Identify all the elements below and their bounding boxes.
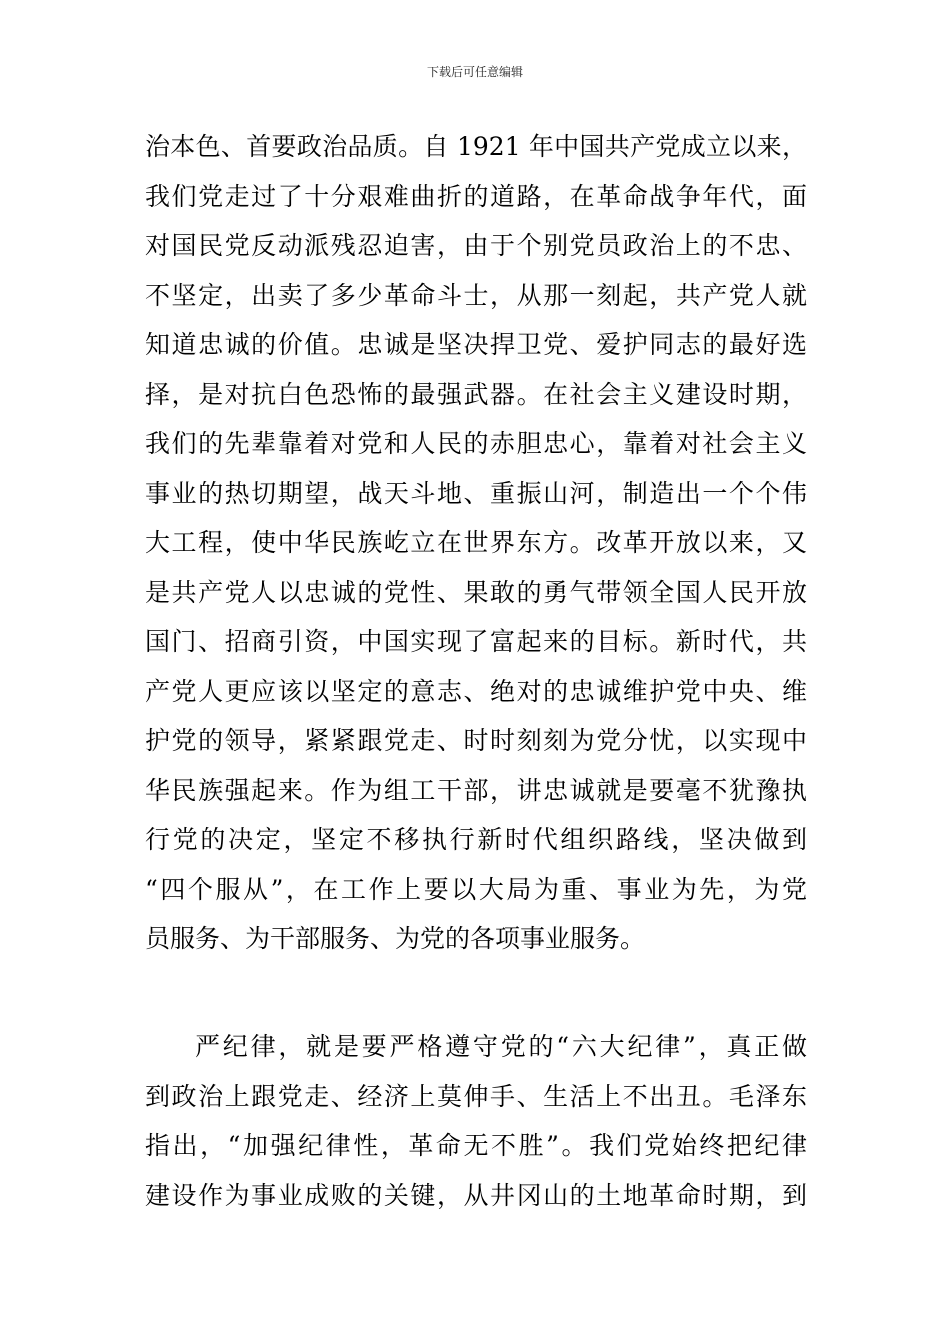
text-line: 严纪律，就是要严格遵守党的“六大纪律”，真正做 bbox=[195, 1032, 807, 1061]
text-line: “四个服从”，在工作上要以大局为重、事业为先，为党 bbox=[145, 874, 807, 904]
text-line: 不坚定，出卖了多少革命斗士，从那一刻起，共产党人就 bbox=[145, 280, 807, 310]
body-paragraph-2 bbox=[145, 1022, 807, 1220]
text-line: 是共产党人以忠诚的党性、果敢的勇气带领全国人民开放 bbox=[145, 577, 807, 607]
text-line: 行党的决定，坚定不移执行新时代组织路线，坚决做到 bbox=[145, 825, 807, 854]
text-line: 国门、招商引资，中国实现了富起来的目标。新时代，共 bbox=[145, 627, 807, 656]
text-line: 大工程，使中华民族屹立在世界东方。改革开放以来，又 bbox=[145, 528, 807, 557]
text-line: 择，是对抗白色恐怖的最强武器。在社会主义建设时期， bbox=[145, 379, 807, 409]
text-line: 护党的领导，紧紧跟党走、时时刻刻为党分忧，以实现中 bbox=[145, 726, 807, 755]
page-header-note: 下载后可任意编辑 bbox=[426, 65, 523, 79]
text-line: 我们党走过了十分艰难曲折的道路，在革命战争年代，面 bbox=[145, 181, 807, 211]
text-line: 事业的热切期望，战天斗地、重振山河，制造出一个个伟 bbox=[145, 478, 807, 508]
text-line: 员服务、为干部服务、为党的各项事业服务。 bbox=[145, 924, 646, 953]
text-line: 华民族强起来。作为组工干部，讲忠诚就是要毫不犹豫执 bbox=[145, 775, 807, 805]
text-line: 到政治上跟党走、经济上莫伸手、生活上不出丑。毛泽东 bbox=[145, 1081, 807, 1111]
text-line: 对国民党反动派残忍迫害，由于个别党员政治上的不忠、 bbox=[145, 231, 807, 260]
text-line: 产党人更应该以坚定的意志、绝对的忠诚维护党中央、维 bbox=[145, 676, 807, 706]
body-paragraph-1 bbox=[145, 122, 807, 964]
text-line: 知道忠诚的价值。忠诚是坚决捍卫党、爱护同志的最好选 bbox=[145, 330, 807, 359]
text-line: 治本色、首要政治品质。自 1921 年中国共产党成立以来， bbox=[145, 132, 807, 161]
text-line: 指出，“加强纪律性，革命无不胜”。我们党始终把纪律 bbox=[145, 1131, 807, 1160]
text-line: 我们的先辈靠着对党和人民的赤胆忠心，靠着对社会主义 bbox=[145, 429, 807, 458]
text-line: 建设作为事业成败的关键，从井冈山的土地革命时期，到 bbox=[145, 1180, 807, 1210]
